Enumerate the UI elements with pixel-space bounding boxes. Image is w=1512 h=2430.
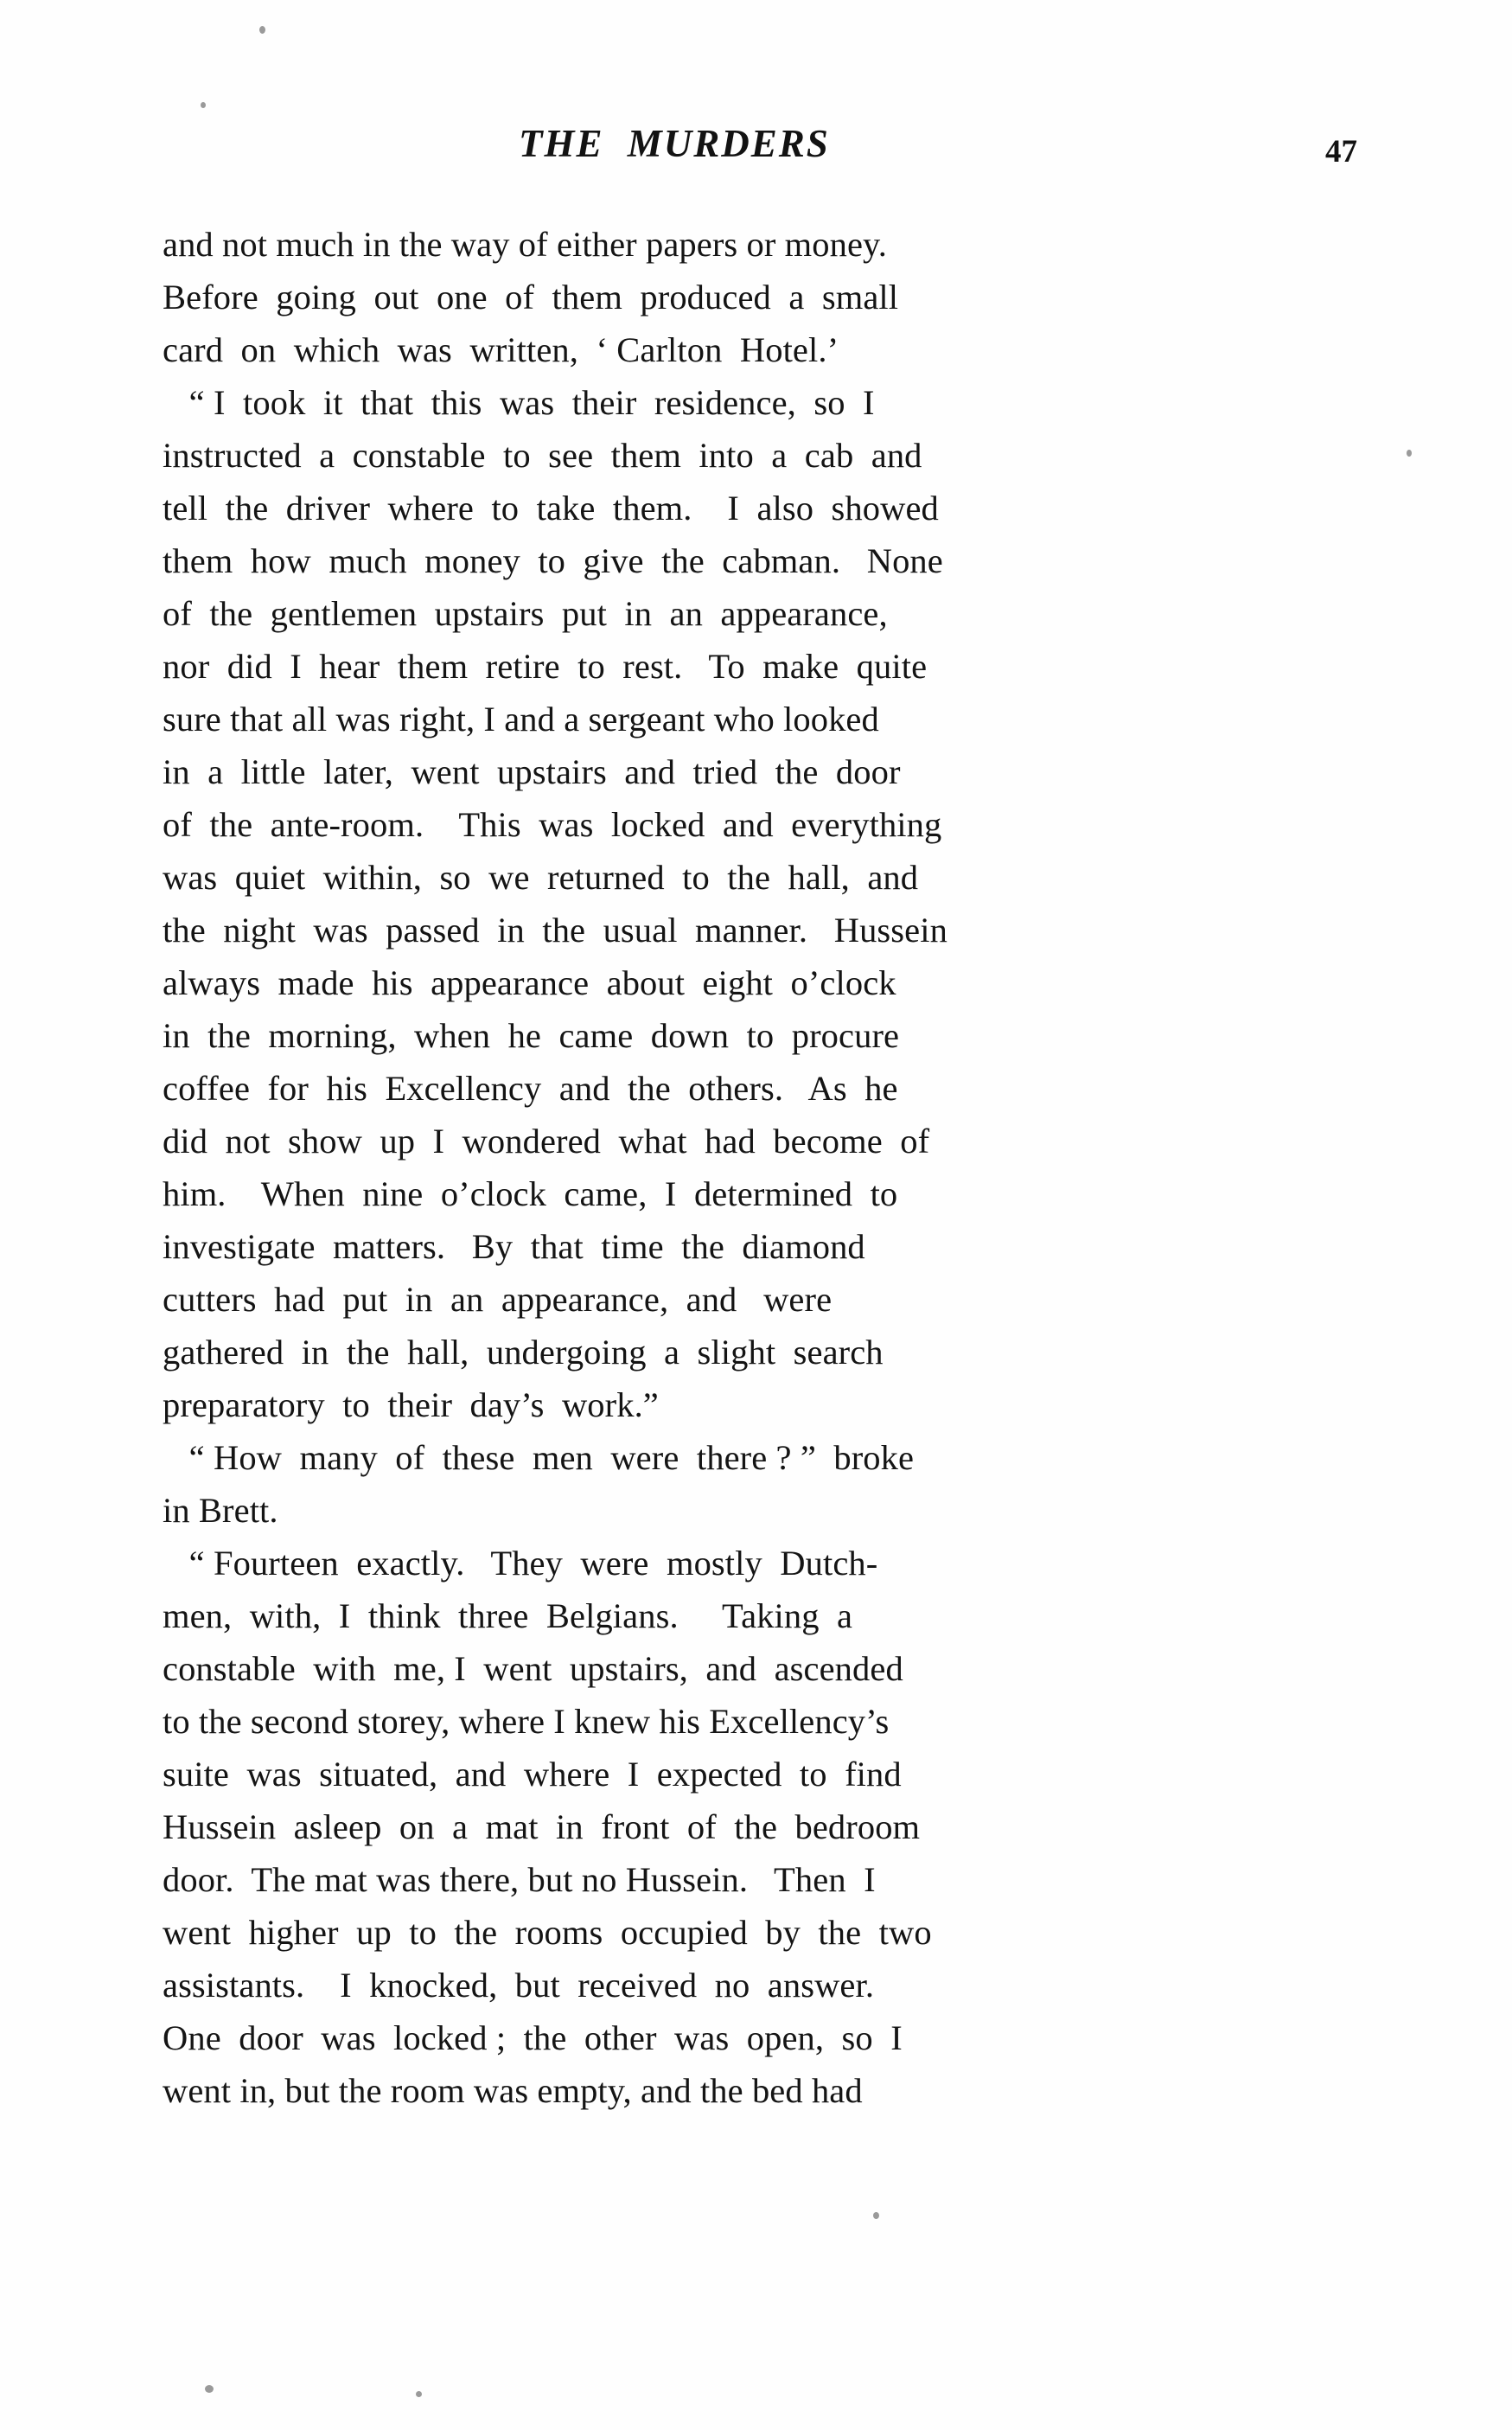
text-line: went higher up to the rooms occupied by the two — [163, 1913, 932, 1952]
text-line: instructed a constable to see them into a cab and — [163, 436, 922, 475]
text-line: did not show up I wondered what had become of — [163, 1122, 930, 1161]
text-line: door. The mat was there, but no Hussein. Then I — [163, 1860, 876, 1899]
text-line: men, with, I think three Belgians. Taking a — [163, 1596, 853, 1635]
text-line: of the gentlemen upstairs put in an appearance, — [163, 594, 888, 633]
text-line: of the ante-room. This was locked and everything — [163, 805, 942, 844]
text-line: them how much money to give the cabman. None — [163, 541, 943, 580]
text-line: gathered in the hall, undergoing a slight search — [163, 1333, 884, 1372]
text-line: “ I took it that this was their residence, so I — [163, 383, 875, 422]
page-number: 47 — [1325, 134, 1357, 169]
page-header — [156, 121, 1366, 182]
page-speck — [1407, 450, 1412, 457]
text-line: in Brett. — [163, 1491, 278, 1530]
text-line: tell the driver where to take them. I also showed — [163, 489, 939, 528]
page-body — [163, 218, 1334, 2117]
page-speck — [259, 26, 265, 34]
text-line: One door was locked ; the other was open, so I — [163, 2018, 903, 2057]
text-line: investigate matters. By that time the diamond — [163, 1227, 865, 1266]
text-line: him. When nine o’clock came, I determined to — [163, 1174, 898, 1213]
text-line: nor did I hear them retire to rest. To make quite — [163, 647, 928, 686]
page-speck — [205, 2385, 214, 2393]
text-line: went in, but the room was empty, and the bed had — [163, 2071, 863, 2110]
text-line: coffee for his Excellency and the others. As he — [163, 1069, 898, 1108]
text-line: cutters had put in an appearance, and were — [163, 1280, 833, 1319]
running-title: THE MURDERS — [519, 122, 830, 165]
text-line: constable with me, I went upstairs, and ascended — [163, 1649, 903, 1688]
text-line: assistants. I knocked, but received no answer. — [163, 1966, 875, 2005]
text-line: always made his appearance about eight o’clock — [163, 963, 896, 1002]
text-line: suite was situated, and where I expected to find — [163, 1755, 902, 1794]
text-line: card on which was written, ‘ Carlton Hotel.’ — [163, 330, 839, 369]
page-speck — [416, 2391, 422, 2397]
text-line: in a little later, went upstairs and tried the door — [163, 752, 901, 791]
text-line: to the second storey, where I knew his Excellency’s — [163, 1702, 890, 1741]
text-line: preparatory to their day’s work.” — [163, 1385, 659, 1424]
text-line: “ Fourteen exactly. They were mostly Dutch- — [163, 1544, 878, 1583]
text-line: was quiet within, so we returned to the hall, and — [163, 858, 919, 897]
text-line: the night was passed in the usual manner. Hussein — [163, 911, 947, 950]
text-line: sure that all was right, I and a sergeant who looked — [163, 700, 879, 739]
text-line: “ How many of these men were there ? ” broke — [163, 1438, 915, 1477]
text-line: Hussein asleep on a mat in front of the bedroom — [163, 1807, 921, 1846]
text-line: in the morning, when he came down to procure — [163, 1016, 900, 1055]
text-line: and not much in the way of either papers or money. — [163, 225, 887, 264]
text-line: Before going out one of them produced a small — [163, 278, 899, 317]
page-speck — [201, 102, 206, 108]
page-speck — [873, 2212, 879, 2219]
